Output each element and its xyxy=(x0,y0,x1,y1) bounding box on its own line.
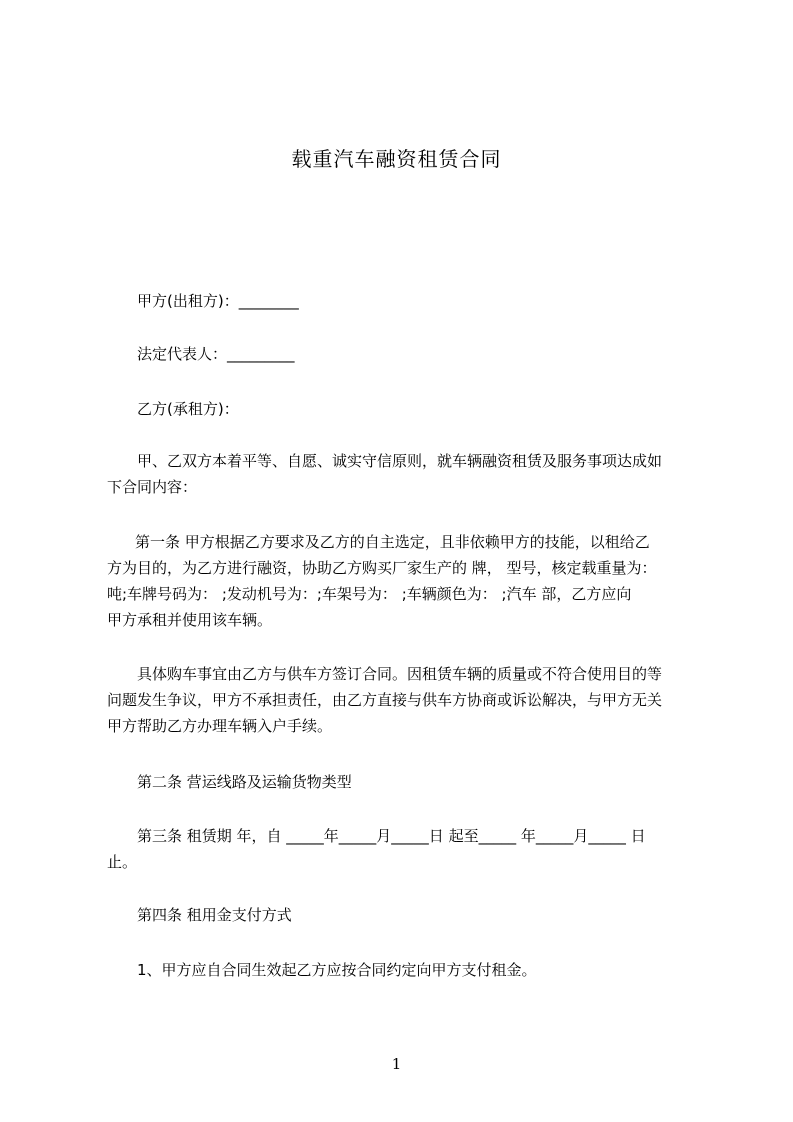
document-title: 载重汽车融资租赁合同 xyxy=(291,147,502,171)
article3-line: 第三条 租赁期 年，自 _____年_____月_____日 起至_____ 年_____月_____ 日 xyxy=(137,827,646,845)
party-b-line: 乙方(承租方)： xyxy=(137,400,239,418)
preamble-line: 下合同内容： xyxy=(107,478,198,496)
legal-representative-line: 法定代表人：_________ xyxy=(137,345,295,363)
purchase-paragraph-line: 问题发生争议，甲方不承担责任，由乙方直接与供车方协商或诉讼解决，与甲方无关 xyxy=(107,691,663,709)
article1-line: 吨;车牌号码为： ;发动机号为：;车架号为： ;车辆颜色为： ;汽车 部，乙方应向 xyxy=(107,585,632,603)
article1-line: 甲方承租并使用该车辆。 xyxy=(107,611,273,629)
article2-heading: 第二条 营运线路及运输货物类型 xyxy=(137,773,352,791)
article3-line: 止。 xyxy=(107,853,138,871)
party-a-line: 甲方(出租方)：________ xyxy=(137,292,299,310)
purchase-paragraph-line: 甲方帮助乙方办理车辆入户手续。 xyxy=(107,717,333,735)
purchase-paragraph-line: 具体购车事宜由乙方与供车方签订合同。因租赁车辆的质量或不符合使用目的等 xyxy=(137,665,663,683)
article4-heading: 第四条 租用金支付方式 xyxy=(137,906,292,924)
preamble-line: 甲、乙双方本着平等、自愿、诚实守信原则，就车辆融资租赁及服务事项达成如 xyxy=(137,452,663,470)
page-number: 1 xyxy=(391,1055,402,1073)
clause-4-1: 1、甲方应自合同生效起乙方应按合同约定向甲方支付租金。 xyxy=(137,961,537,979)
article1-line: 方为目的，为乙方进行融资，协助乙方购买厂家生产的 牌， 型号，核定载重量为： xyxy=(107,559,657,577)
article1-line: 第一条 甲方根据乙方要求及乙方的自主选定，且非依赖甲方的技能，以租给乙 xyxy=(135,533,650,551)
